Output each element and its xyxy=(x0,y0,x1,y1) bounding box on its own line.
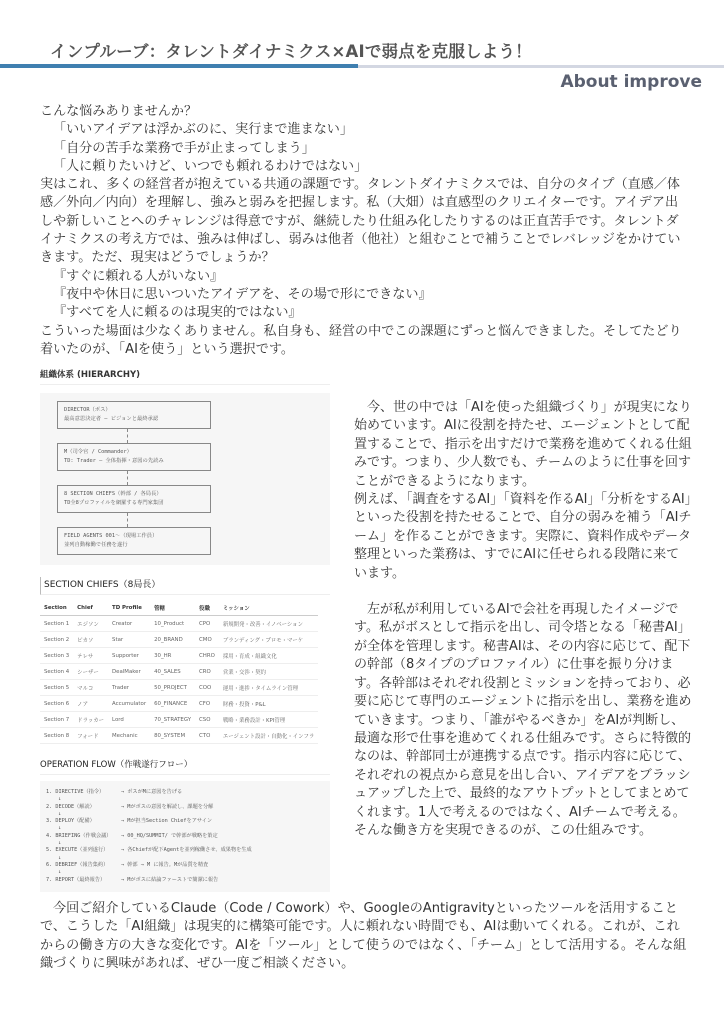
table-row xyxy=(40,632,318,648)
closing-paragraph: 今回ご紹介しているClaude（Code / Cowork）や、GoogleのAntigravityといったツールを活用することで、こうした「AI組織」は現実的に構築可能です。人に頼れない時間でも、AIは動いてくれる。これが、これからの働き方の大きな変化です。AIを「ツール」として使うのではなく、「チーム」として活用する。そんな組織づくりに興味があれば、ぜひ一度ご相談ください。 xyxy=(40,901,687,972)
flow-step-name: 4. BRIEFING（作戦会議） xyxy=(46,832,112,839)
intro-paragraph: 『すべてを人に頼るのは現実的ではない』 xyxy=(53,305,302,321)
title-underline xyxy=(358,65,724,68)
table-cell: CRO xyxy=(195,664,219,680)
table-cell: CTO xyxy=(195,728,219,744)
flow-step-name: 6. DEBRIEF（報告集約） xyxy=(46,861,109,868)
flow-step xyxy=(46,847,324,854)
table-cell: 採用・育成・組織文化 xyxy=(219,648,318,664)
table-cell: Section 5 xyxy=(40,680,73,696)
intro-text xyxy=(40,103,688,359)
box-title: M（司令官 / Commander） xyxy=(64,449,132,455)
flow-step-desc: → Mがボスの意図を解読し、課題を分解 xyxy=(121,803,214,810)
table-cell: Mechanic xyxy=(108,728,150,744)
box-title: 8 SECTION CHIEFS（幹部 / 各局長） xyxy=(64,491,162,497)
intro-paragraph: 「自分の苦手な業務で手が止まってしまう」 xyxy=(53,140,315,156)
intro-paragraph: こういった場面は少なくありません。私自身も、経営の中でこの課題にずっと悩んできました。そしてたどり着いたのが、「AIを使う」という選択です。 xyxy=(40,323,682,357)
intro-paragraph: 『夜中や休日に思いついたアイデアを、その場で形にできない』 xyxy=(53,286,432,302)
title-underline-accent xyxy=(0,64,358,68)
column-header: Section xyxy=(40,601,73,616)
flow-arrow: ↓ xyxy=(58,869,62,876)
chiefs-table xyxy=(40,601,318,744)
table-cell: Section 8 xyxy=(40,728,73,744)
flow-step-desc: → Mがボスに結論ファーストで簡潔に報告 xyxy=(121,876,219,883)
right-paragraph: 例えば、「調査をするAI」「資料を作るAI」「分析をするAI」といった役割を持たせることで、自分の弱みを補う「AIチーム」を作ることができます。実際に、資料作成やデータ整理といった業務は、すでにAIに任せられる段階に来ています。 xyxy=(354,492,692,581)
flow-step-name: 3. DEPLOY（配備） xyxy=(46,818,95,825)
table-cell: Lord xyxy=(108,712,150,728)
right-column-text xyxy=(354,399,692,840)
table-cell: Section 1 xyxy=(40,616,73,632)
box-description: 並列自動稼働で任務を遂行 xyxy=(64,542,128,548)
table-cell: Section 2 xyxy=(40,632,73,648)
flow-step-desc: → Mが担当Section Chiefをアサイン xyxy=(121,818,213,825)
column-header: Chief xyxy=(73,601,108,616)
hierarchy-box xyxy=(57,485,211,513)
table-cell: ピカソ xyxy=(73,632,108,648)
right-paragraph: 今、世の中では「AIを使った組織づくり」が現実になり始めています。AIに役割を持たせ、エージェントとして配置することで、指示を出すだけで業務を進めてくれる仕組みです。つまり、少人数でも、チームのように仕事を回すことができるようになります。 xyxy=(354,400,692,489)
flow-step xyxy=(46,818,324,825)
table-cell: 60_FINANCE xyxy=(150,696,195,712)
table-cell: マルコ xyxy=(73,680,108,696)
flow-step xyxy=(46,877,324,884)
flow-step-desc: → 各Chiefが配下Agentを並列稼働させ、成果物を生成 xyxy=(121,847,252,854)
table-cell: シーザー xyxy=(73,664,108,680)
flow-arrow: ↓ xyxy=(58,810,62,817)
table-cell: テレサ xyxy=(73,648,108,664)
flow-step-desc: → 00_HQ/SUMMIT/ で幹部が戦略を策定 xyxy=(121,832,218,839)
flow-step xyxy=(46,789,324,796)
operation-flow xyxy=(40,781,330,892)
table-cell: CSO xyxy=(195,712,219,728)
connector-arrow xyxy=(127,513,129,527)
flow-step-name: 1. DIRECTIVE（指令） xyxy=(46,789,105,795)
table-cell: フォード xyxy=(73,728,108,744)
flow-step-name: 7. REPORT（最終報告） xyxy=(46,876,106,883)
table-row xyxy=(40,696,318,712)
flow-step xyxy=(46,804,324,811)
hierarchy-box xyxy=(57,527,211,555)
ai-org-figure xyxy=(40,368,330,892)
flow-step-name: 2. DECODE（解読） xyxy=(46,803,95,810)
intro-paragraph: 実はこれ、多くの経営者が抱えている共通の課題です。タレントダイナミクスでは、自分のタイプ（直感／体感／外向／内向）を理解し、強みと弱みを把握します。私（大畑）は直感型のクリエイターです。アイデア出しや新しいことへのチャレンジは得意ですが、継続したり仕組み化したりするのは正直苦手です。タレントダイナミクスの考え方では、強みは伸ばし、弱みは他者（他社）と組むことで補うことでレバレッジをかけていきます。ただ、現実はどうでしょうか？ xyxy=(40,177,681,266)
table-cell: 営業・交渉・契約 xyxy=(219,664,318,680)
flow-step xyxy=(46,833,324,840)
hierarchy-box xyxy=(57,401,211,429)
table-cell: Section 6 xyxy=(40,696,73,712)
flow-step-name: 5. EXECUTE（並列遂行） xyxy=(46,847,109,854)
table-cell: Star xyxy=(108,632,150,648)
box-title: FIELD AGENTS 001～（現場工作員） xyxy=(64,533,158,539)
table-row xyxy=(40,616,318,632)
flow-arrow: ↓ xyxy=(58,796,62,803)
table-cell: Accumulator xyxy=(108,696,150,712)
flow-heading: OPERATION FLOW（作戦遂行フロー） xyxy=(40,758,330,775)
table-cell: CFO xyxy=(195,696,219,712)
table-row xyxy=(40,680,318,696)
table-cell: 40_SALES xyxy=(150,664,195,680)
column-header: 管轄 xyxy=(150,601,195,616)
table-cell: 10_Product xyxy=(150,616,195,632)
hierarchy-diagram xyxy=(40,393,330,565)
table-cell: 50_PROJECT xyxy=(150,680,195,696)
connector-arrow xyxy=(127,471,129,485)
table-cell: Supporter xyxy=(108,648,150,664)
intro-paragraph: こんな悩みありませんか？ xyxy=(40,104,198,119)
table-cell: 戦略・業務設計・KPI管理 xyxy=(219,712,318,728)
table-cell: CPO xyxy=(195,616,219,632)
table-cell: 新規開発・改善・イノベーション xyxy=(219,616,318,632)
flow-step-desc: → ボスがMに意図を告げる xyxy=(121,789,183,795)
hierarchy-heading: 組織体系 (HIERARCHY) xyxy=(40,368,330,385)
table-cell: 80_SYSTEM xyxy=(150,728,195,744)
hierarchy-box xyxy=(57,443,211,471)
table-cell: Trader xyxy=(108,680,150,696)
column-header: 役職 xyxy=(195,601,219,616)
closing-text xyxy=(40,900,692,974)
table-row xyxy=(40,664,318,680)
table-cell: ブランディング・プロモ・マーケ xyxy=(219,632,318,648)
connector-arrow xyxy=(127,429,129,443)
table-cell: CMO xyxy=(195,632,219,648)
table-cell: Section 4 xyxy=(40,664,73,680)
table-cell: COO xyxy=(195,680,219,696)
table-cell: Section 3 xyxy=(40,648,73,664)
box-title: DIRECTOR（ボス） xyxy=(64,407,111,413)
table-cell: ノア xyxy=(73,696,108,712)
table-cell: エージェント設計・自動化・インフラ xyxy=(219,728,318,744)
table-cell: エジソン xyxy=(73,616,108,632)
table-cell: 20_BRAND xyxy=(150,632,195,648)
table-cell: DealMaker xyxy=(108,664,150,680)
flow-arrow: ↓ xyxy=(58,854,62,861)
box-description: 最高意思決定者 – ビジョンと最終承認 xyxy=(64,416,159,422)
table-cell: 70_STRATEGY xyxy=(150,712,195,728)
table-cell: Section 7 xyxy=(40,712,73,728)
column-header: TD Profile xyxy=(108,601,150,616)
flow-step xyxy=(46,862,324,869)
table-cell: Creator xyxy=(108,616,150,632)
box-description: TD全8プロファイルを網羅する専門家集団 xyxy=(64,500,164,506)
box-description: TD: Trader – 全体指揮・意図の先読み xyxy=(64,458,164,464)
chiefs-heading: SECTION CHIEFS（8局長） xyxy=(40,577,330,595)
page-title: インプルーブ：タレントダイナミクス×AIで弱点を克服しよう！ xyxy=(50,42,532,61)
intro-paragraph: 「いいアイデアは浮かぶのに、実行まで進まない」 xyxy=(53,122,353,138)
flow-arrow: ↓ xyxy=(58,825,62,832)
section-subtitle: About improve xyxy=(560,72,702,92)
flow-step-desc: → 幹部 → M に報告。Mが品質を精査 xyxy=(121,861,209,868)
table-cell: 30_HR xyxy=(150,648,195,664)
table-row xyxy=(40,648,318,664)
flow-arrow: ↓ xyxy=(58,840,62,847)
intro-paragraph: 「人に頼りたいけど、いつでも頼れるわけではない」 xyxy=(53,158,368,174)
table-row xyxy=(40,728,318,744)
intro-paragraph: 『すぐに頼れる人がいない』 xyxy=(53,268,224,284)
table-row xyxy=(40,712,318,728)
column-header: ミッション xyxy=(219,601,318,616)
right-paragraph xyxy=(354,583,692,601)
table-cell: 運用・進捗・タイムライン管理 xyxy=(219,680,318,696)
right-paragraph: 左が私が利用しているAIで会社を再現したイメージです。私がボスとして指示を出し、司令塔となる「秘書AI」が全体を管理します。秘書AIは、その内容に応じて、配下の幹部（8タイプのプロファイル）に仕事を振り分けます。各幹部はそれぞれ役割とミッションを持っており、必要に応じて専門のエージェントに指示を出し、業務を進めていきます。つまり、「誰がやるべきか」をAIが判断し、最適な形で仕事を進めてくれる仕組みです。さらに特徴的なのは、幹部同士が連携する点です。指示内容に応じて、それぞれの視点から意見を出し合い、アイデアをブラッシュアップした上で、最終的なアウトプットとしてまとめてくれます。1人で考えるのではなく、AIチームで考える。そんな働き方を実現できるのが、この仕組みです。 xyxy=(354,602,692,838)
table-cell: ドラッカー xyxy=(73,712,108,728)
table-cell: 財務・投資・P&L xyxy=(219,696,318,712)
table-cell: CHRO xyxy=(195,648,219,664)
